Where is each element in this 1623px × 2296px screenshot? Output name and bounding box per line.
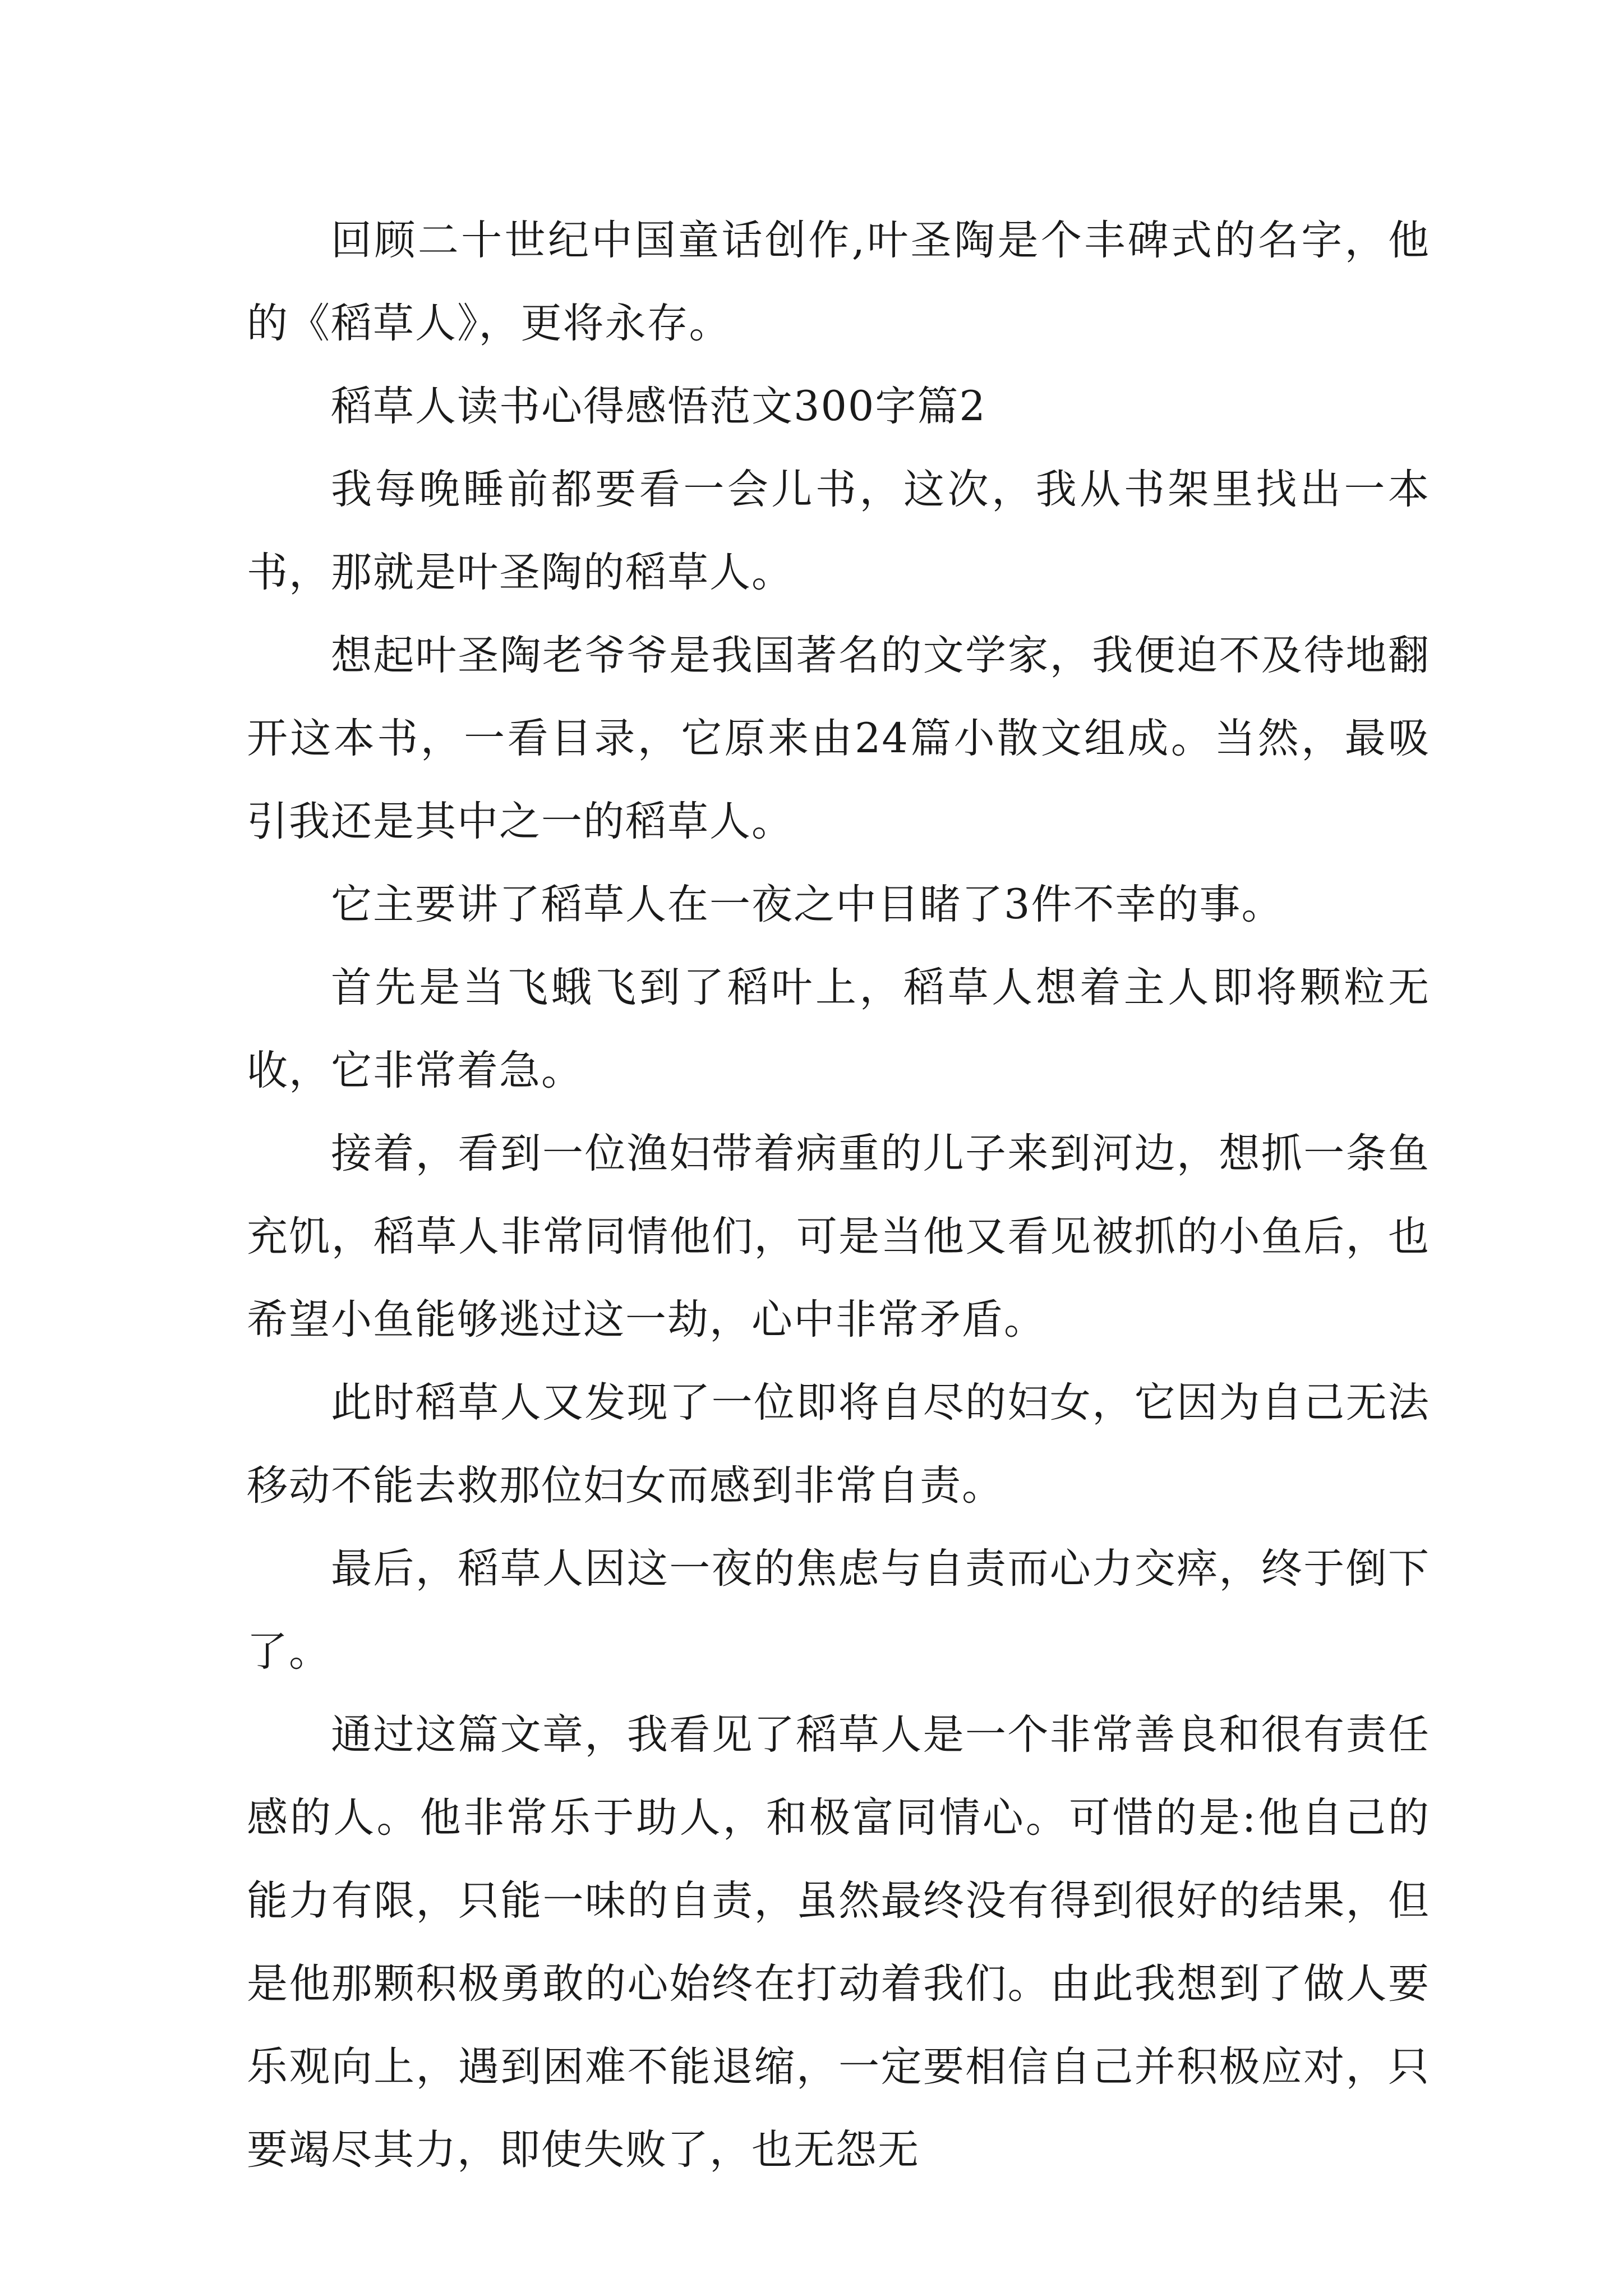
section-heading: 稻草人读书心得感悟范文300字篇2	[331, 383, 986, 430]
paragraph: 回顾二十世纪中国童话创作,叶圣陶是个丰碑式的名字，他的《稻草人》，更将永存。	[247, 217, 1430, 347]
paragraph: 通过这篇文章，我看见了稻草人是一个非常善良和很有责任感的人。他非常乐于助人，和极富同情心。可惜的是:他自己的能力有限，只能一味的自责，虽然最终没有得到很好的结果，但是他那颗积极勇敢的心始终在打动着我们。由此我想到了做人要乐观向上，遇到困难不能退缩，一定要相信自己并积极应对，只要竭尽其力，即使失败了，也无怨无	[247, 1711, 1430, 2174]
paragraph: 接着，看到一位渔妇带着病重的儿子来到河边，想抓一条鱼充饥，稻草人非常同情他们，可是当他又看见被抓的小鱼后，也希望小鱼能够逃过这一劫，心中非常矛盾。	[247, 1130, 1430, 1343]
paragraph: 它主要讲了稻草人在一夜之中目睹了3件不幸的事。	[331, 881, 1284, 928]
paragraph: 首先是当飞蛾飞到了稻叶上，稻草人想着主人即将颗粒无收，它非常着急。	[247, 964, 1430, 1094]
paragraph: 此时稻草人又发现了一位即将自尽的妇女，它因为自己无法移动不能去救那位妇女而感到非常自责。	[247, 1379, 1430, 1510]
paragraph: 最后，稻草人因这一夜的焦虑与自责而心力交瘁，终于倒下了。	[247, 1545, 1430, 1676]
paragraph: 想起叶圣陶老爷爷是我国著名的文学家，我便迫不及待地翻开这本书，一看目录，它原来由24篇小散文组成。当然，最吸引我还是其中之一的稻草人。	[247, 632, 1430, 845]
document-body	[247, 199, 1430, 2192]
paragraph: 我每晚睡前都要看一会儿书，这次，我从书架里找出一本书，那就是叶圣陶的稻草人。	[247, 466, 1430, 596]
